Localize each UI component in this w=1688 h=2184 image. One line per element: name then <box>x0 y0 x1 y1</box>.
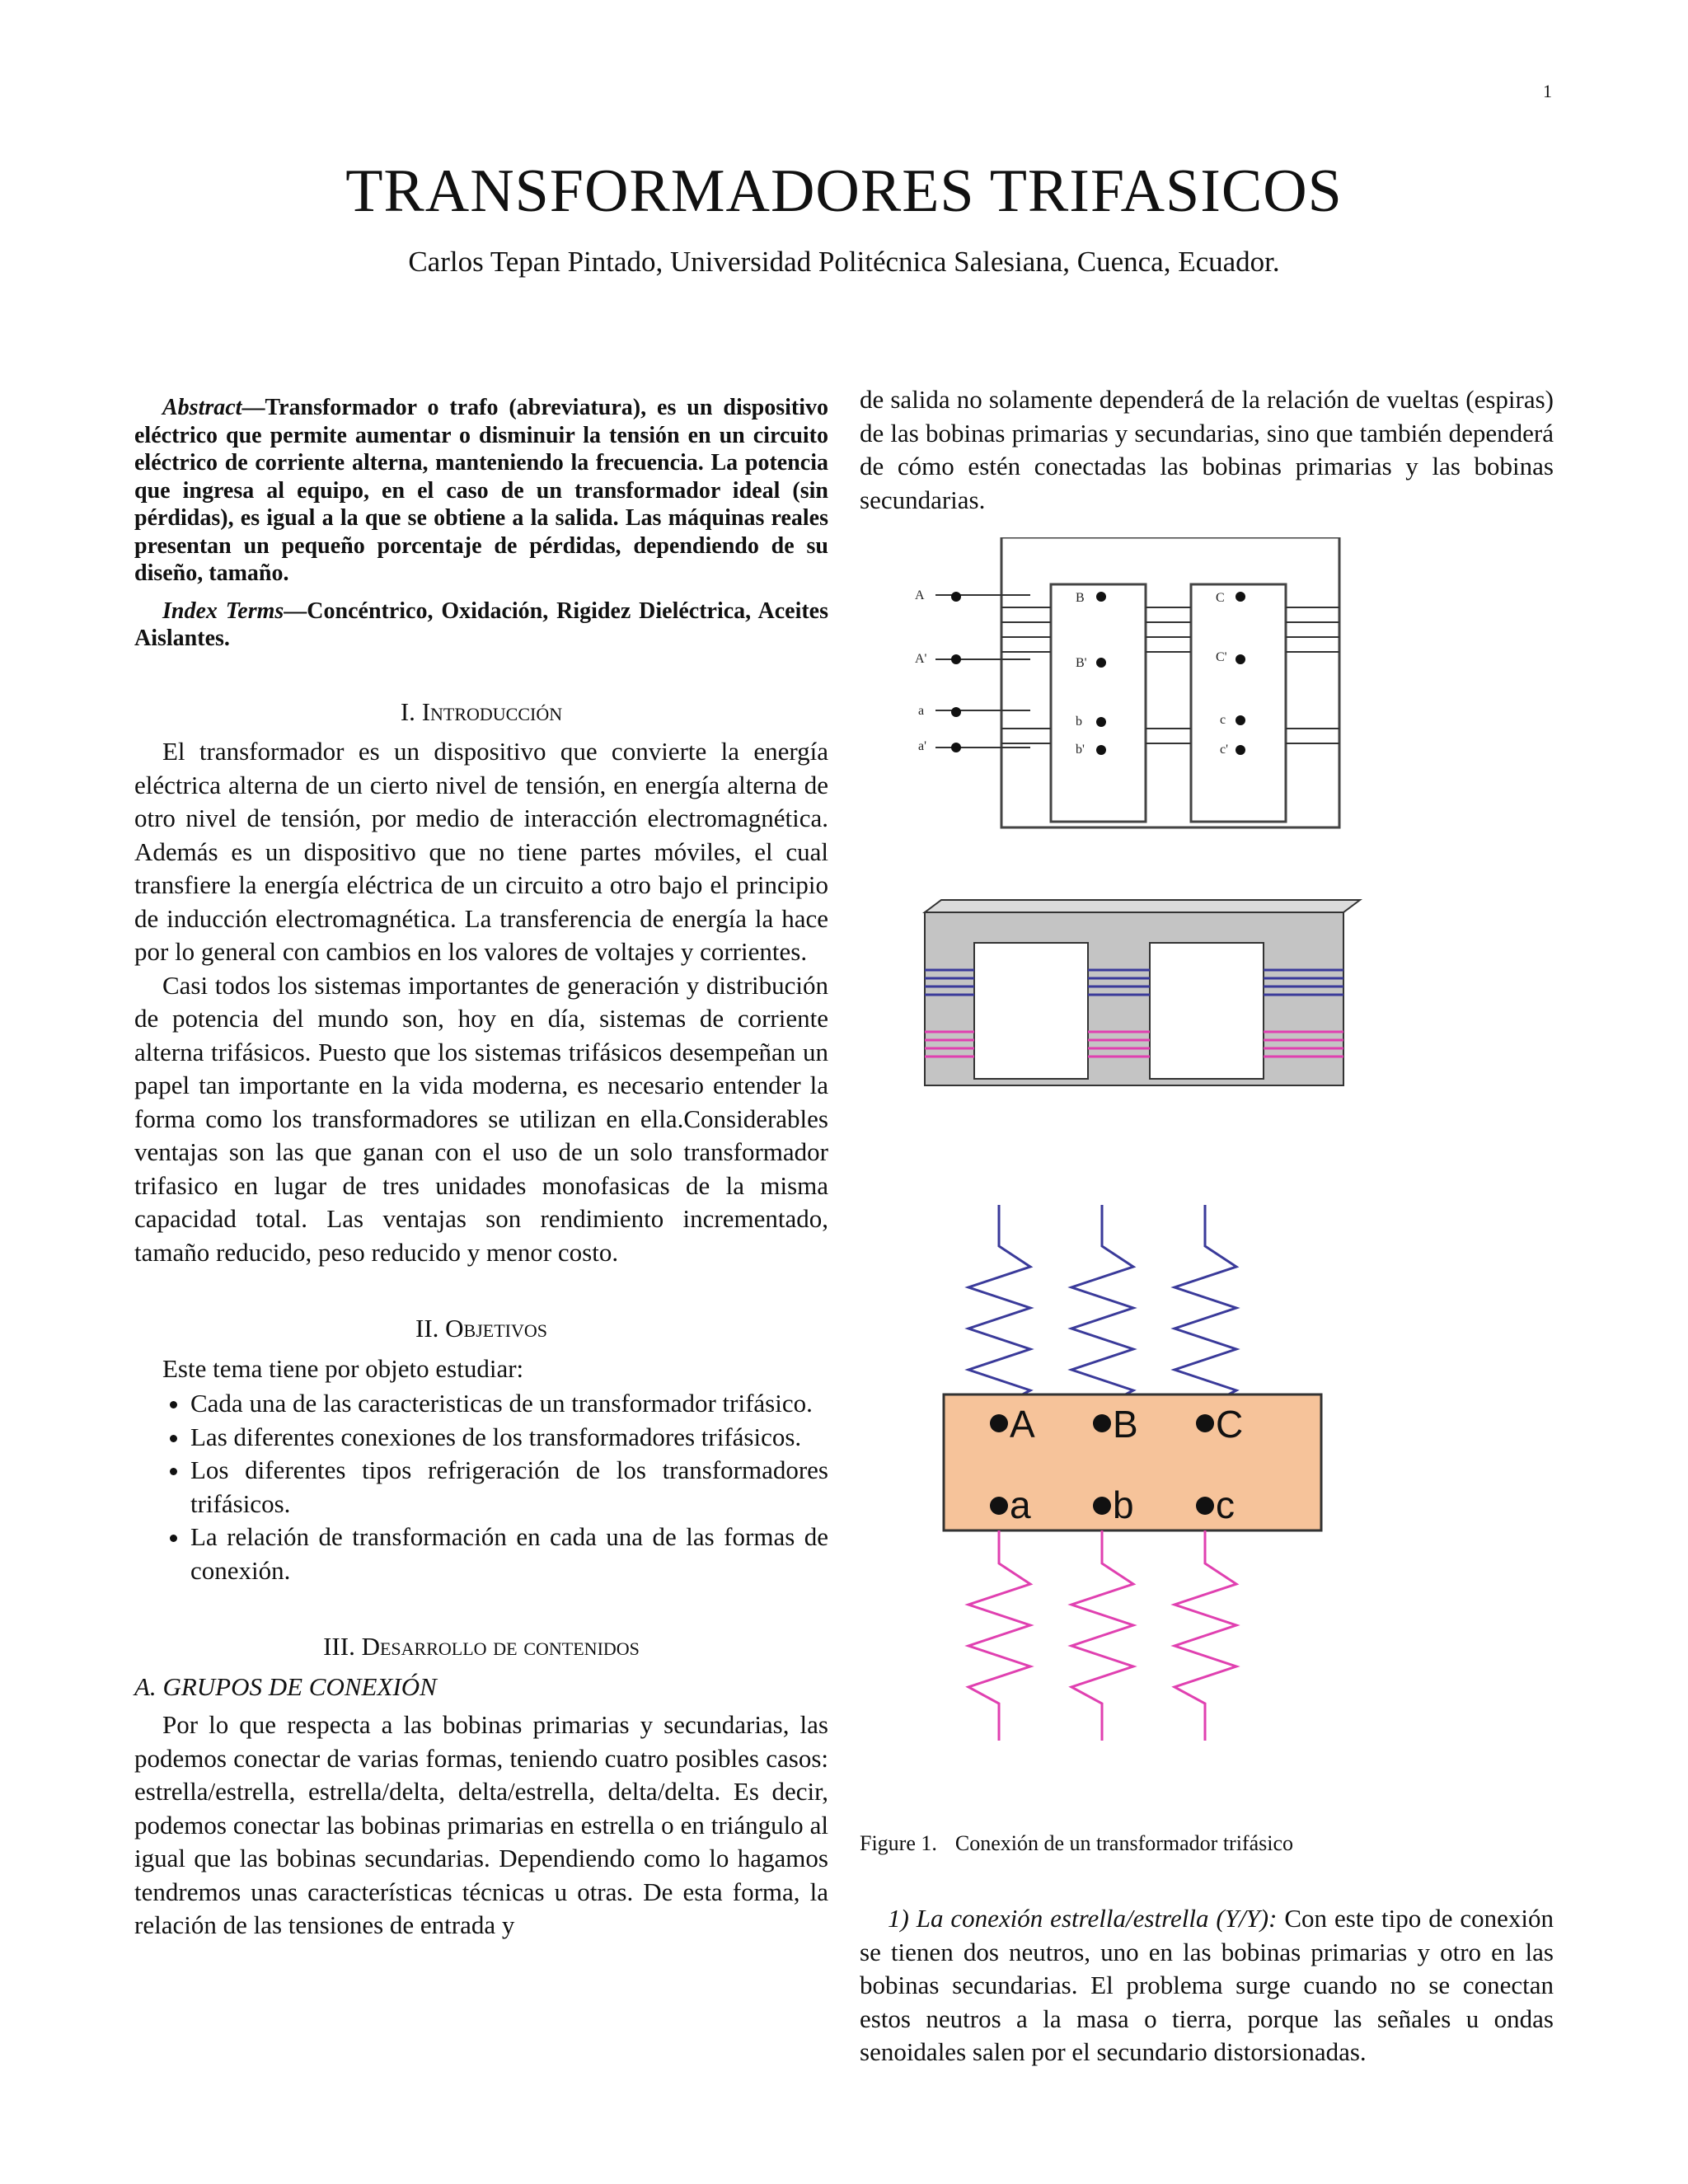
continued-paragraph: de salida no solamente dependerá de la relación de vueltas (espiras) de las bobinas primarias y secundarias, sino que también dependerá de cómo estén conectadas las bobinas primarias y las bobinas secundarias. <box>860 385 1554 514</box>
page-number: 1 <box>1543 81 1552 101</box>
subsection-1-text: Con este tipo de conexión se tienen dos neutros, uno en las bobinas primarias y otro en las bobinas secundarias. El problema surge cuando no se conectan estos neutros a la masa o tierra, porque las señales u ondas senoidales salen por el secundario distorsionadas. <box>860 1904 1554 2066</box>
intro-paragraph-2: Casi todos los sistemas importantes de generación y distribución de potencia del mundo son, hoy en día, sistemas de corriente alterna trifásicos. Puesto que los sistemas trifásicos desempeñan un papel tan importante en la vida moderna, es necesario entender la forma como los transformadores se utilizan en ella.Considerables ventajas son las que ganan con el uso de un solo transformador trifasico en lugar de tres unidades monofasicas de la misma capacidad total. Las ventajas son rendimiento incrementado, tamaño reducido, peso reducido y menor costo. <box>134 970 828 1267</box>
objectives-intro: Este tema tiene por objeto estudiar: <box>162 1353 524 1383</box>
label-b: b <box>1076 715 1082 729</box>
section-heading-intro <box>134 696 828 729</box>
abstract <box>134 394 828 588</box>
list-item: • Cada una de las caracteristicas de un transformador trifásico. <box>190 1387 828 1421</box>
box-label-a: a <box>1010 1483 1031 1526</box>
subsection-1-label: 1) La conexión estrella/estrella (Y/Y): <box>888 1904 1278 1933</box>
paper-title: TRANSFORMADORES TRIFASICOS <box>345 157 1343 225</box>
section-heading-development <box>134 1630 828 1664</box>
coil-box-diagram <box>944 1205 1321 1741</box>
section-numeral: III. <box>323 1632 355 1661</box>
index-terms-text: —Concéntrico, Oxidación, Rigidez Dieléctrica, Aceites Aislantes. <box>134 598 828 651</box>
label-c-prime: c' <box>1220 743 1228 757</box>
list-item: • Las diferentes conexiones de los transformadores trifásicos. <box>190 1421 828 1455</box>
label-a-prime: a' <box>918 739 926 753</box>
label-A-prime: A' <box>915 652 927 666</box>
subsection-heading <box>134 1671 828 1704</box>
objectives-list <box>134 1387 828 1587</box>
section-title: Introducción <box>421 696 563 726</box>
label-c: c <box>1220 713 1226 727</box>
section-heading-objectives <box>134 1312 828 1346</box>
label-b-prime: b' <box>1076 743 1085 757</box>
intro-paragraph-1: El transformador es un dispositivo que convierte la energía eléctrica alterna de un cierto nivel de tensión, en energía alterna de otro nivel de tensión, por medio de interacción electromagnética. Además es un dispositivo que no tiene partes móviles, el cual transfiere la energía eléctrica de un circuito a otro bajo el principio de inducción electromagnética. La transferencia de energía la hace por lo general con cambios en los valores de voltajes y corrientes. <box>134 737 828 966</box>
core-3d <box>925 900 1360 1085</box>
section-title: Desarrollo de contenidos <box>361 1632 640 1661</box>
section-title: Objetivos <box>445 1314 547 1343</box>
label-A: A <box>915 588 925 602</box>
label-C-prime: C' <box>1216 650 1227 664</box>
index-terms-label: Index Terms <box>162 598 284 624</box>
subsection-1 <box>860 1902 1554 2069</box>
box-label-b: b <box>1113 1483 1134 1526</box>
section-numeral: I. <box>400 696 415 726</box>
index-terms <box>134 598 828 653</box>
paper-authors: Carlos Tepan Pintado, Universidad Politécnica Salesiana, Cuenca, Ecuador. <box>408 246 1280 278</box>
core-schematic <box>915 537 1339 827</box>
section-numeral: II. <box>415 1314 439 1343</box>
figure-caption <box>860 1831 1293 1856</box>
abstract-text: —Transformador o trafo (abreviatura), es un dispositivo eléctrico que permite aumentar o disminuir la tensión en un circuito eléctrico de corriente alterna, manteniendo la frecuencia. La potencia que ingresa al equipo, en el caso de un transformador ideal (sin pérdidas), es igual a la que se obtiene a la salida. Las máquinas reales presentan un pequeño porcentaje de pérdidas, dependiendo de su diseño, tamaño. <box>134 395 828 586</box>
subsection-label: A. <box>134 1671 157 1701</box>
figure-caption-text: Conexión de un transformador trifásico <box>954 1831 1293 1855</box>
box-label-B: B <box>1113 1403 1138 1446</box>
development-paragraph: Por lo que respecta a las bobinas primarias y secundarias, las podemos conectar de varias formas, teniendo cuatro posibles casos: estrella/estrella, estrella/delta, delta/estrella, delta/delta. Es decir, podemos conectar las bobinas primarias en estrella o en triángulo al igual que las bobinas secundarias. Dependiendo como lo hagamos tendremos unas características técnicas u otras. De esta forma, la relación de las tensiones de entrada y <box>134 1710 828 1939</box>
box-label-c: c <box>1216 1483 1235 1526</box>
list-item: • Los diferentes tipos refrigeración de los transformadores trifásicos. <box>190 1454 828 1521</box>
label-B-prime: B' <box>1076 656 1087 670</box>
label-a: a <box>918 704 925 718</box>
abstract-label: Abstract <box>162 395 242 420</box>
figure-caption-number: Figure 1. <box>860 1831 937 1855</box>
subsection-title: GRUPOS DE CONEXIÓN <box>162 1671 437 1701</box>
right-column <box>860 383 1554 517</box>
list-item: • La relación de transformación en cada una de las formas de conexión. <box>190 1521 828 1587</box>
box-label-A: A <box>1010 1403 1035 1446</box>
left-column <box>134 394 828 1943</box>
transformer-figure <box>907 537 1368 1741</box>
label-B: B <box>1076 591 1085 605</box>
box-label-C: C <box>1216 1403 1244 1446</box>
label-C: C <box>1216 591 1225 605</box>
